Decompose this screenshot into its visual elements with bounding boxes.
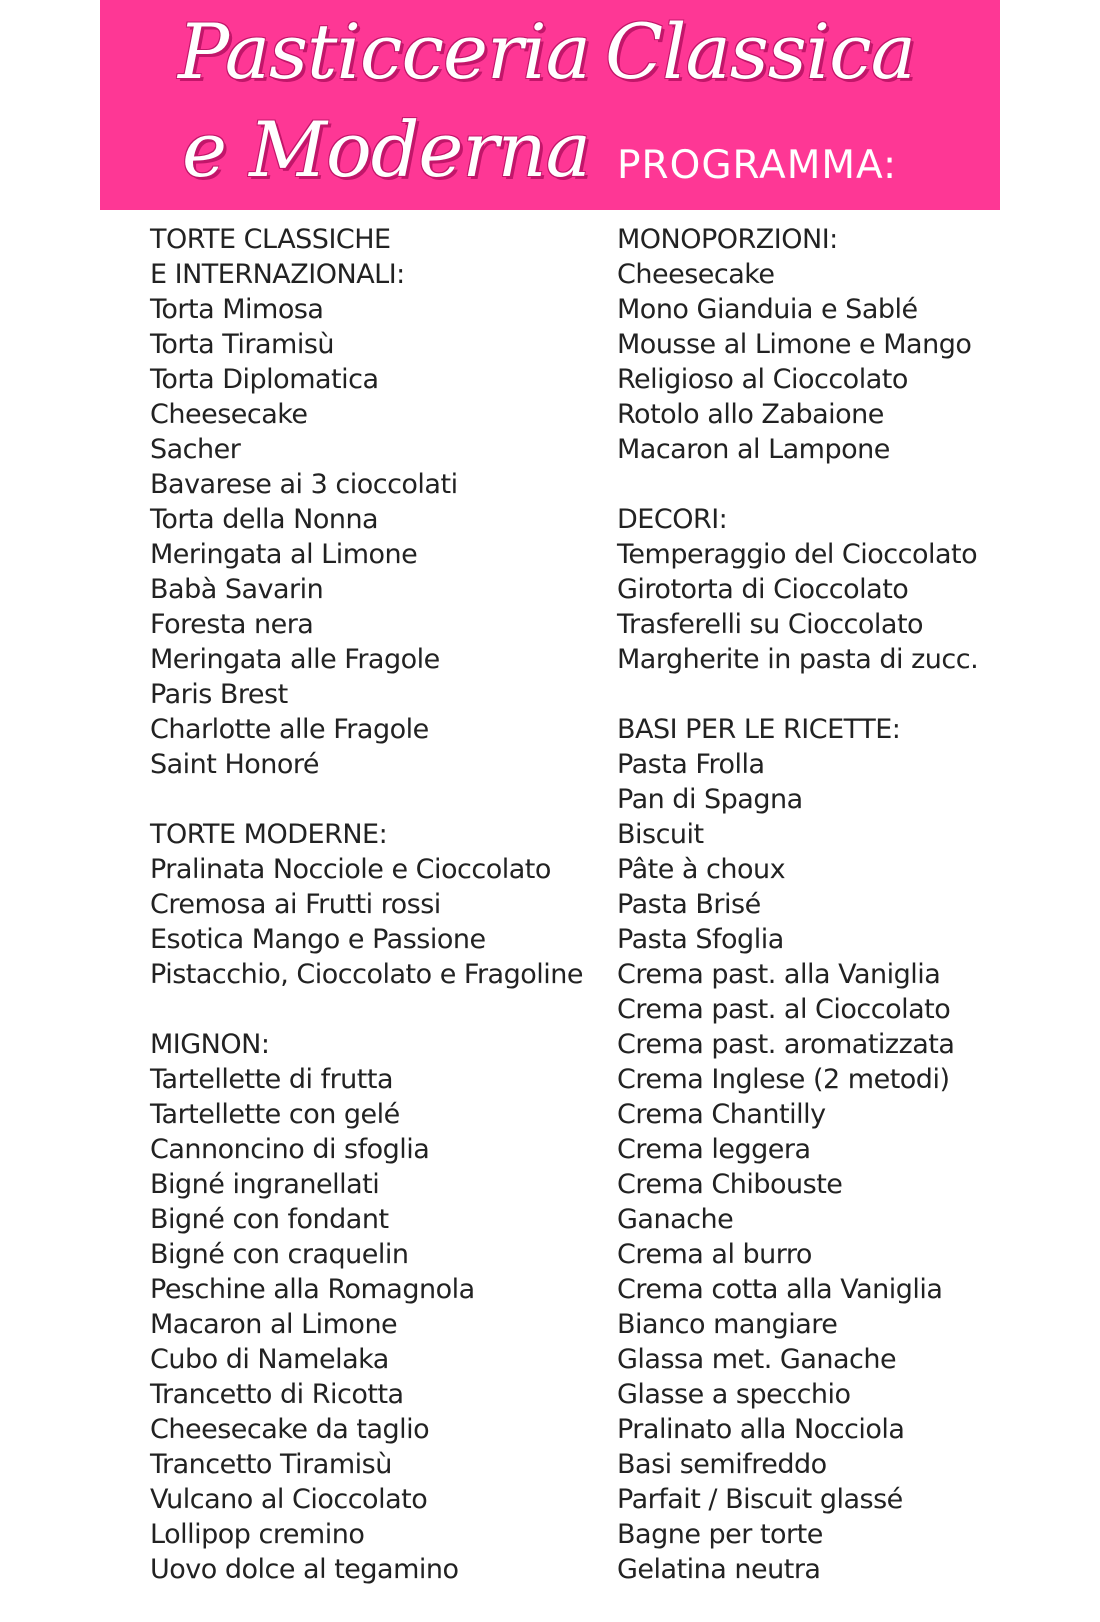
menu-section — [617, 712, 1057, 1587]
menu-item: Crema past. alla Vaniglia — [617, 959, 941, 990]
menu-item: Lollipop cremino — [150, 1519, 365, 1550]
menu-item: Pan di Spagna — [617, 784, 803, 815]
menu-item: Crema past. al Cioccolato — [617, 994, 951, 1025]
menu-item: Pralinato alla Nocciola — [617, 1414, 905, 1445]
menu-item: Bianco mangiare — [617, 1309, 838, 1340]
menu-item: Glasse a specchio — [617, 1379, 851, 1410]
section-heading: E INTERNAZIONALI: — [150, 259, 405, 290]
menu-item: Crema Inglese (2 metodi) — [617, 1064, 950, 1095]
section-heading: BASI PER LE RICETTE: — [617, 714, 901, 745]
menu-item: Glassa met. Ganache — [617, 1344, 897, 1375]
menu-item: Macaron al Lampone — [617, 434, 890, 465]
menu-item: Cheesecake — [150, 399, 308, 430]
menu-item: Parfait / Biscuit glassé — [617, 1484, 903, 1515]
title-pasticceria: Pasticceria — [178, 7, 590, 96]
menu-item: Torta della Nonna — [150, 504, 379, 535]
section-heading: TORTE CLASSICHE — [150, 224, 391, 255]
menu-item: Pistacchio, Cioccolato e Fragoline — [150, 959, 583, 990]
menu-item: Pasta Brisé — [617, 889, 761, 920]
menu-item: Basi semifreddo — [617, 1449, 827, 1480]
title-classica: Classica — [605, 7, 915, 96]
menu-section — [150, 1027, 590, 1587]
left-column — [150, 222, 590, 1622]
menu-item: Bigné ingranellati — [150, 1169, 380, 1200]
menu-item: Mousse al Limone e Mango — [617, 329, 972, 360]
menu-item: Gelatina neutra — [617, 1554, 821, 1585]
menu-item: Crema Chantilly — [617, 1099, 826, 1130]
menu-item: Trancetto di Ricotta — [150, 1379, 404, 1410]
menu-item: Bavarese ai 3 cioccolati — [150, 469, 458, 500]
menu-item: Pasta Frolla — [617, 749, 765, 780]
menu-item: Bagne per torte — [617, 1519, 823, 1550]
menu-item: Crema past. aromatizzata — [617, 1029, 955, 1060]
menu-section — [150, 222, 590, 782]
menu-item: Cremosa ai Frutti rossi — [150, 889, 441, 920]
menu-item: Meringata al Limone — [150, 539, 418, 570]
menu-section — [617, 502, 1057, 677]
menu-item: Bigné con fondant — [150, 1204, 389, 1235]
menu-item: Esotica Mango e Passione — [150, 924, 486, 955]
menu-item: Torta Mimosa — [150, 294, 324, 325]
menu-item: Mono Gianduia e Sablé — [617, 294, 918, 325]
menu-item: Peschine alla Romagnola — [150, 1274, 475, 1305]
menu-item: Pâte à choux — [617, 854, 786, 885]
menu-item: Cheesecake da taglio — [150, 1414, 430, 1445]
menu-item: Paris Brest — [150, 679, 288, 710]
menu-item: Girotorta di Cioccolato — [617, 574, 909, 605]
menu-item: Rotolo allo Zabaione — [617, 399, 884, 430]
section-heading: TORTE MODERNE: — [150, 819, 388, 850]
section-heading: DECORI: — [617, 504, 728, 535]
menu-item: Foresta nera — [150, 609, 314, 640]
title-e-moderna: e Moderna — [182, 105, 590, 194]
menu-item: Meringata alle Fragole — [150, 644, 440, 675]
menu-item: Torta Diplomatica — [150, 364, 379, 395]
menu-section — [617, 222, 1057, 467]
menu-item: Crema al burro — [617, 1239, 812, 1270]
section-heading: MIGNON: — [150, 1029, 270, 1060]
menu-item: Temperaggio del Cioccolato — [617, 539, 978, 570]
menu-item: Saint Honoré — [150, 749, 320, 780]
menu-item: Sacher — [150, 434, 241, 465]
menu-item: Tartellette con gelé — [150, 1099, 400, 1130]
menu-item: Cannoncino di sfoglia — [150, 1134, 430, 1165]
menu-item: Vulcano al Cioccolato — [150, 1484, 428, 1515]
menu-item: Religioso al Cioccolato — [617, 364, 908, 395]
menu-item: Babà Savarin — [150, 574, 324, 605]
menu-item: Biscuit — [617, 819, 704, 850]
menu-item: Pralinata Nocciole e Cioccolato — [150, 854, 551, 885]
menu-item: Crema leggera — [617, 1134, 811, 1165]
menu-section — [150, 817, 590, 992]
menu-item: Ganache — [617, 1204, 734, 1235]
menu-item: Margherite in pasta di zucc. — [617, 644, 979, 675]
menu-item: Macaron al Limone — [150, 1309, 398, 1340]
menu-item: Crema Chibouste — [617, 1169, 843, 1200]
programma-label: PROGRAMMA: — [617, 143, 898, 188]
right-column — [617, 222, 1057, 1622]
menu-item: Charlotte alle Fragole — [150, 714, 429, 745]
menu-item: Pasta Sfoglia — [617, 924, 784, 955]
menu-item: Bigné con craquelin — [150, 1239, 409, 1270]
menu-item: Torta Tiramisù — [150, 329, 335, 360]
section-heading: MONOPORZIONI: — [617, 224, 838, 255]
menu-item: Crema cotta alla Vaniglia — [617, 1274, 943, 1305]
menu-item: Tartellette di frutta — [150, 1064, 394, 1095]
menu-item: Trancetto Tiramisù — [150, 1449, 392, 1480]
menu-item: Uovo dolce al tegamino — [150, 1554, 459, 1585]
menu-item: Cheesecake — [617, 259, 775, 290]
menu-item: Trasferelli su Cioccolato — [617, 609, 924, 640]
menu-item: Cubo di Namelaka — [150, 1344, 389, 1375]
